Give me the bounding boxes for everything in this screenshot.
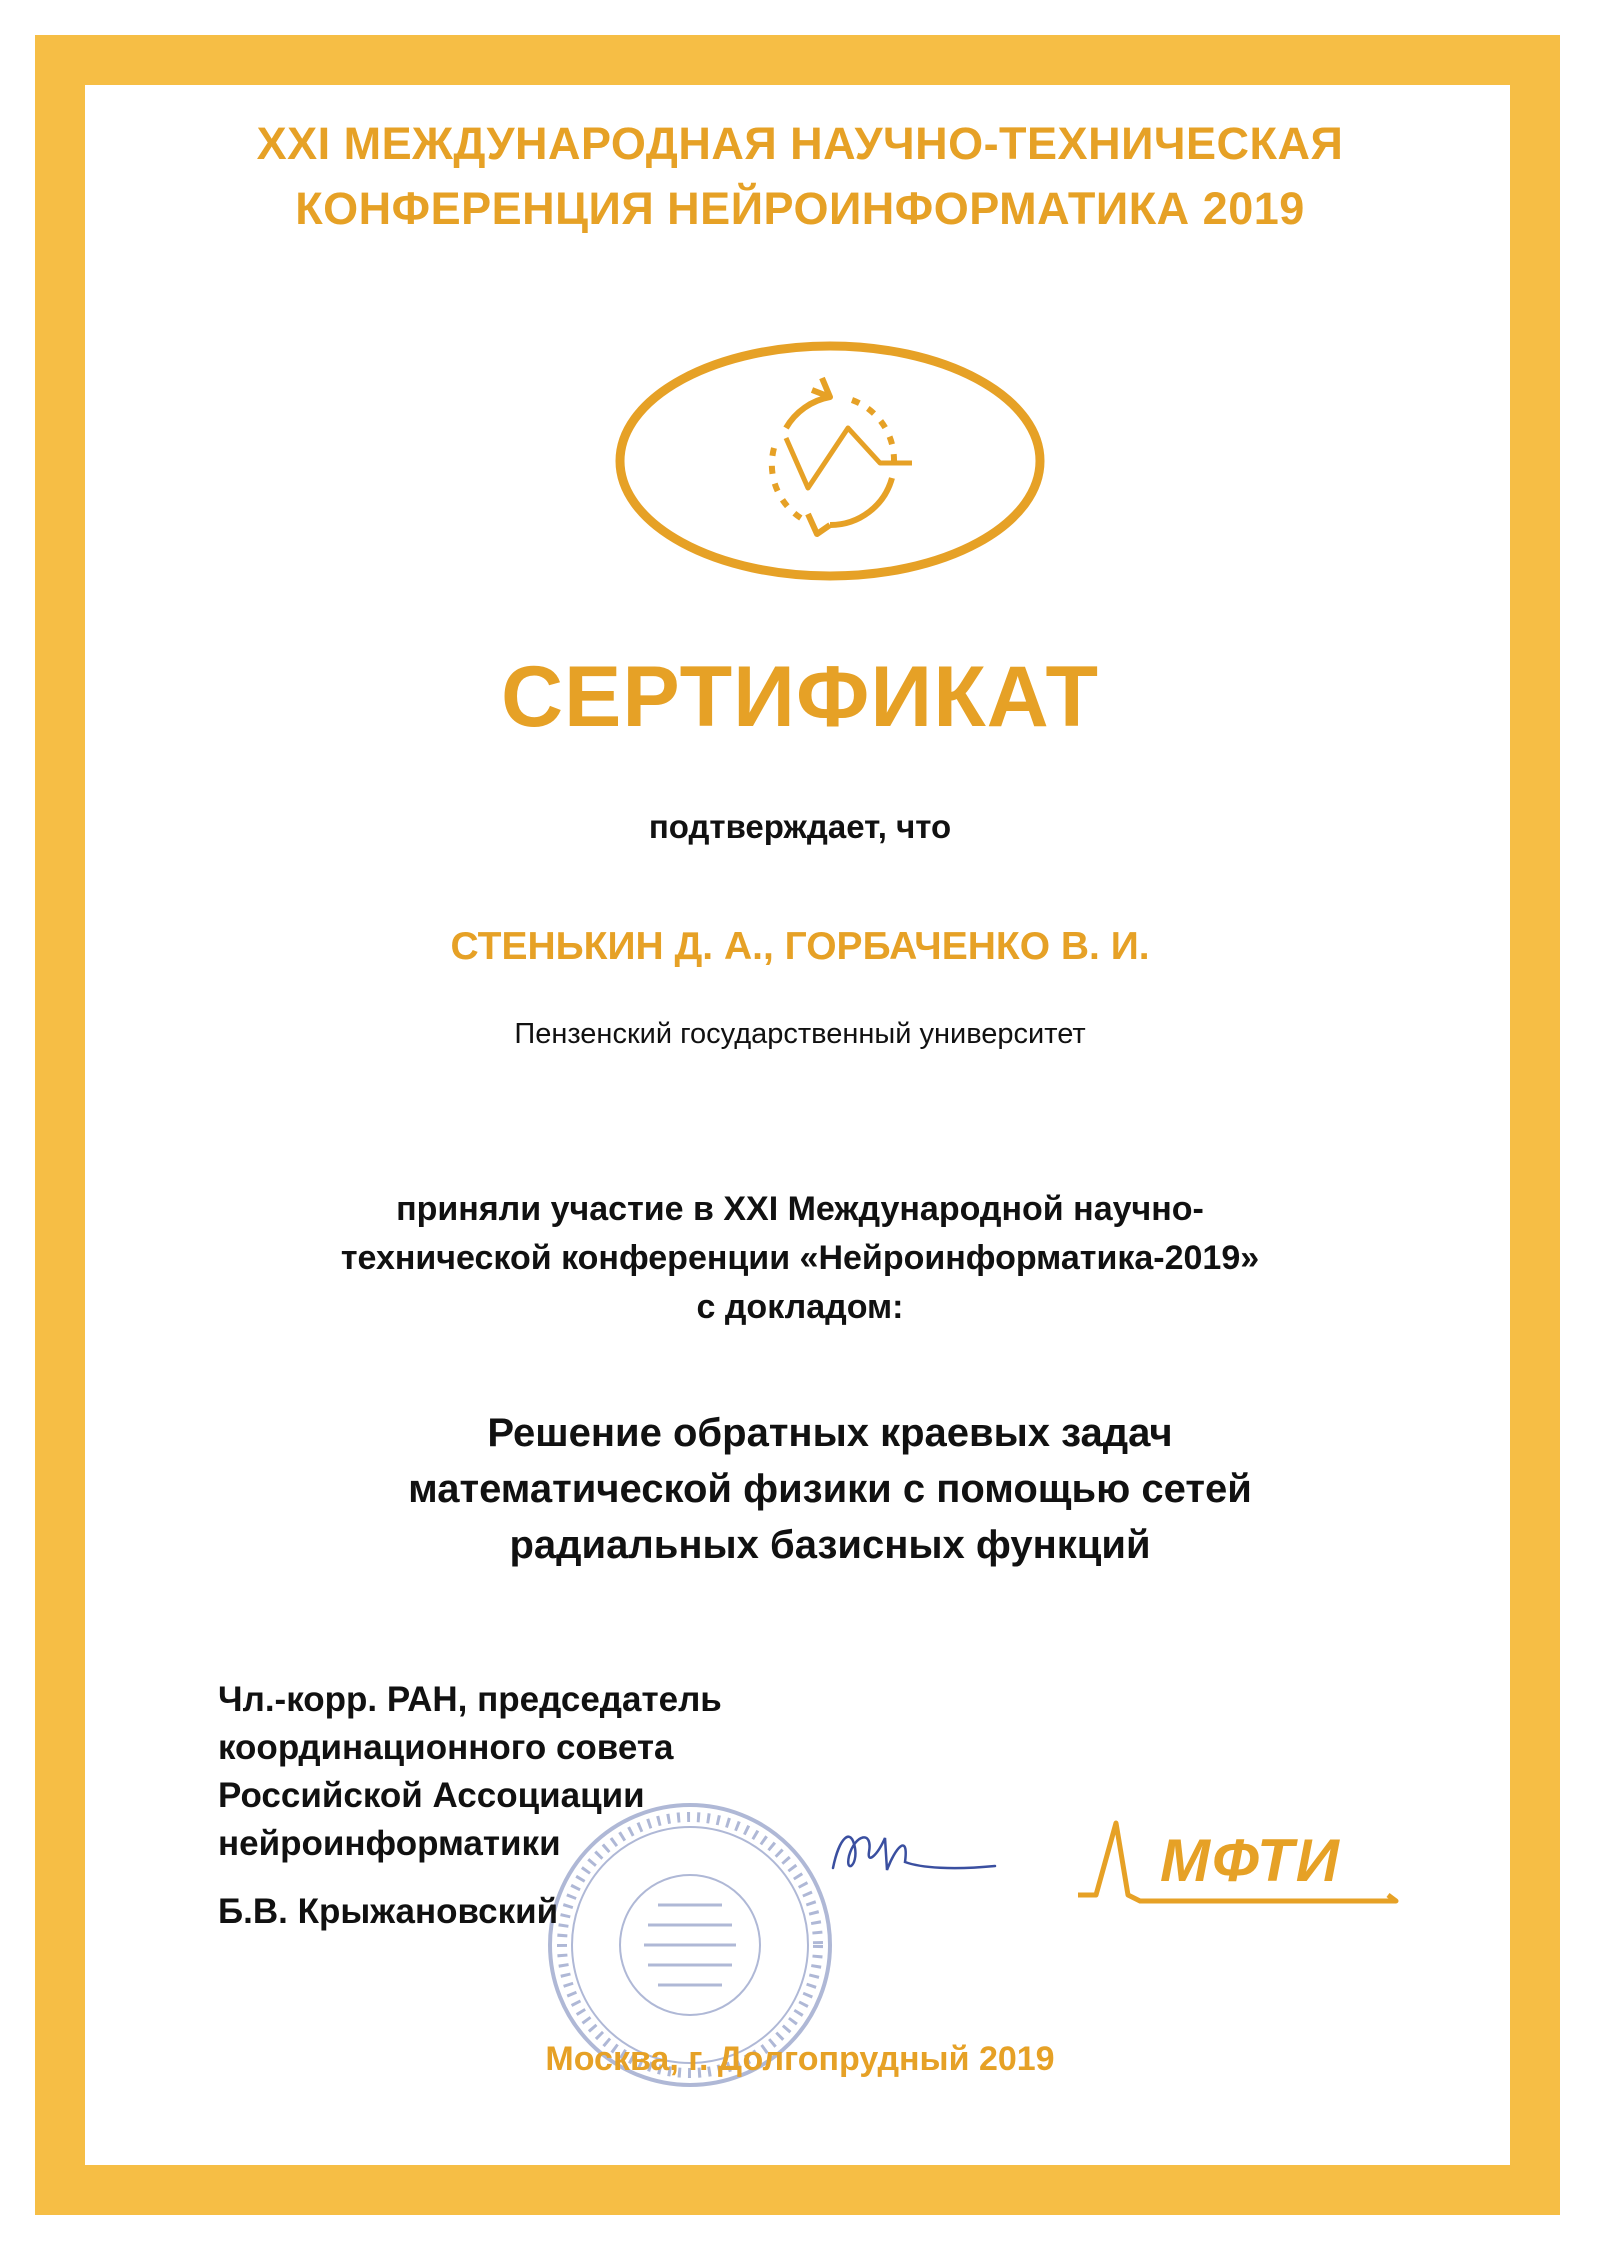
participation-line-1: приняли участие в XXI Международной научно- xyxy=(396,1190,1204,1228)
mfti-logo-text: МФТИ xyxy=(1160,1827,1341,1894)
conference-title-line-1: XXI МЕЖДУНАРОДНАЯ НАУЧНО-ТЕХНИЧЕСКАЯ xyxy=(256,118,1344,169)
signer-position-line-1: Чл.-корр. РАН, председатель xyxy=(218,1680,722,1719)
report-title-line-1: Решение обратных краевых задач xyxy=(487,1411,1173,1455)
confirms-text: подтверждает, что xyxy=(648,808,952,845)
signer-position-line-3: Российской Ассоциации xyxy=(218,1776,645,1815)
signer-position-line-4: нейроинформатики xyxy=(218,1824,561,1863)
signer-name: Б.В. Крыжановский xyxy=(218,1892,559,1931)
handwritten-signature-icon xyxy=(825,1808,1000,1893)
university-name: Пензенский государственный университет xyxy=(514,1018,1086,1050)
participation-line-2: технической конференции «Нейроинформатика-2019» xyxy=(340,1239,1260,1277)
signer-position-line-2: координационного совета xyxy=(218,1728,674,1767)
report-title-line-3: радиальных базисных функций xyxy=(509,1523,1151,1567)
city-year: Москва, г. Долгопрудный 2019 xyxy=(545,2040,1055,2078)
conference-logo-icon xyxy=(612,338,1048,584)
certificate-heading: СЕРТИФИКАТ xyxy=(500,649,1100,745)
report-title-line-2: математической физики с помощью сетей xyxy=(408,1467,1252,1511)
report-title xyxy=(300,1405,1360,1573)
participation-line-3: с докладом: xyxy=(696,1288,904,1326)
conference-title-line-2: КОНФЕРЕНЦИЯ НЕЙРОИНФОРМАТИКА 2019 xyxy=(295,183,1305,234)
signer-block xyxy=(218,1676,722,1936)
authors-names: СТЕНЬКИН Д. А., ГОРБАЧЕНКО В. И. xyxy=(450,925,1150,968)
participation-text xyxy=(0,1185,1600,1332)
